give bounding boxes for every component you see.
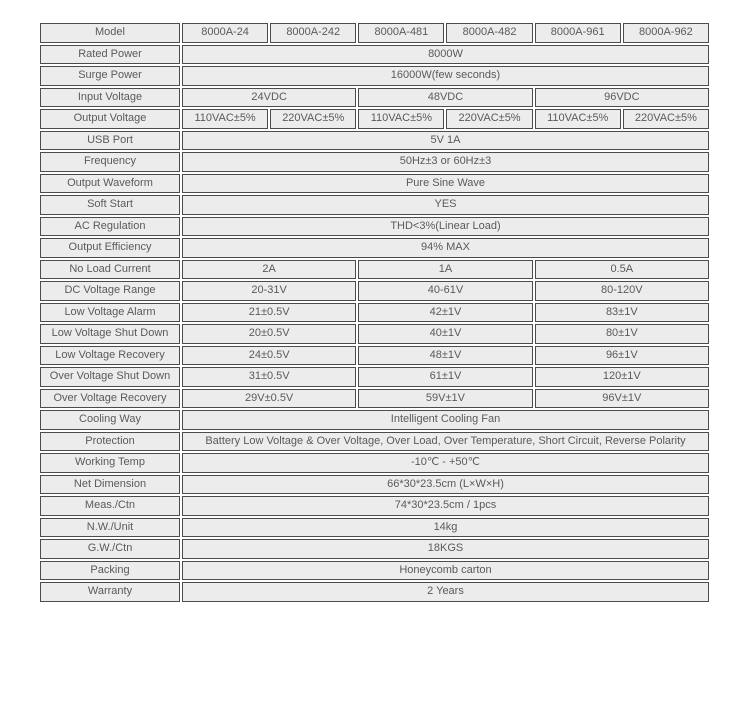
row-label-warranty: Warranty bbox=[40, 582, 180, 602]
value-cell-model-3: 8000A-482 bbox=[446, 23, 532, 43]
value-cell-dc-voltage-range-2: 80-120V bbox=[535, 281, 709, 301]
table-row-soft-start bbox=[40, 195, 709, 215]
table-row-model bbox=[40, 23, 709, 43]
value-cell-no-load-current-2: 0.5A bbox=[535, 260, 709, 280]
row-label-working-temp: Working Temp bbox=[40, 453, 180, 473]
spec-table bbox=[38, 21, 711, 604]
value-cell-output-voltage-2: 110VAC±5% bbox=[358, 109, 444, 129]
value-cell-output-waveform-0: Pure Sine Wave bbox=[182, 174, 709, 194]
value-cell-dc-voltage-range-1: 40-61V bbox=[358, 281, 532, 301]
value-cell-model-5: 8000A-962 bbox=[623, 23, 709, 43]
row-label-output-efficiency: Output Efficiency bbox=[40, 238, 180, 258]
value-cell-low-voltage-alarm-1: 42±1V bbox=[358, 303, 532, 323]
value-cell-model-0: 8000A-24 bbox=[182, 23, 268, 43]
row-label-soft-start: Soft Start bbox=[40, 195, 180, 215]
value-cell-low-voltage-shut-down-2: 80±1V bbox=[535, 324, 709, 344]
table-row-protection bbox=[40, 432, 709, 452]
value-cell-cooling-way-0: Intelligent Cooling Fan bbox=[182, 410, 709, 430]
value-cell-low-voltage-shut-down-1: 40±1V bbox=[358, 324, 532, 344]
row-label-n-w-unit: N.W./Unit bbox=[40, 518, 180, 538]
value-cell-over-voltage-shut-down-1: 61±1V bbox=[358, 367, 532, 387]
value-cell-no-load-current-1: 1A bbox=[358, 260, 532, 280]
value-cell-low-voltage-alarm-2: 83±1V bbox=[535, 303, 709, 323]
table-row-output-voltage bbox=[40, 109, 709, 129]
value-cell-low-voltage-recovery-0: 24±0.5V bbox=[182, 346, 356, 366]
value-cell-protection-0: Battery Low Voltage & Over Voltage, Over Load, Over Temperature, Short Circuit, Reverse Polarity bbox=[182, 432, 709, 452]
row-label-input-voltage: Input Voltage bbox=[40, 88, 180, 108]
row-label-dc-voltage-range: DC Voltage Range bbox=[40, 281, 180, 301]
value-cell-low-voltage-alarm-0: 21±0.5V bbox=[182, 303, 356, 323]
value-cell-soft-start-0: YES bbox=[182, 195, 709, 215]
value-cell-no-load-current-0: 2A bbox=[182, 260, 356, 280]
value-cell-frequency-0: 50Hz±3 or 60Hz±3 bbox=[182, 152, 709, 172]
value-cell-input-voltage-2: 96VDC bbox=[535, 88, 709, 108]
row-label-no-load-current: No Load Current bbox=[40, 260, 180, 280]
table-row-g-w-ctn bbox=[40, 539, 709, 559]
row-label-frequency: Frequency bbox=[40, 152, 180, 172]
value-cell-g-w-ctn-0: 18KGS bbox=[182, 539, 709, 559]
value-cell-low-voltage-shut-down-0: 20±0.5V bbox=[182, 324, 356, 344]
value-cell-low-voltage-recovery-2: 96±1V bbox=[535, 346, 709, 366]
table-row-over-voltage-shut-down bbox=[40, 367, 709, 387]
row-label-meas-ctn: Meas./Ctn bbox=[40, 496, 180, 516]
row-label-output-voltage: Output Voltage bbox=[40, 109, 180, 129]
row-label-low-voltage-alarm: Low Voltage Alarm bbox=[40, 303, 180, 323]
value-cell-rated-power-0: 8000W bbox=[182, 45, 709, 65]
table-row-input-voltage bbox=[40, 88, 709, 108]
value-cell-net-dimension-0: 66*30*23.5cm (L×W×H) bbox=[182, 475, 709, 495]
table-row-net-dimension bbox=[40, 475, 709, 495]
table-row-output-efficiency bbox=[40, 238, 709, 258]
table-row-no-load-current bbox=[40, 260, 709, 280]
row-label-output-waveform: Output Waveform bbox=[40, 174, 180, 194]
row-label-over-voltage-recovery: Over Voltage Recovery bbox=[40, 389, 180, 409]
table-row-ac-regulation bbox=[40, 217, 709, 237]
value-cell-over-voltage-shut-down-2: 120±1V bbox=[535, 367, 709, 387]
value-cell-output-efficiency-0: 94% MAX bbox=[182, 238, 709, 258]
row-label-rated-power: Rated Power bbox=[40, 45, 180, 65]
value-cell-output-voltage-5: 220VAC±5% bbox=[623, 109, 709, 129]
table-row-warranty bbox=[40, 582, 709, 602]
value-cell-input-voltage-0: 24VDC bbox=[182, 88, 356, 108]
table-row-surge-power bbox=[40, 66, 709, 86]
value-cell-model-4: 8000A-961 bbox=[535, 23, 621, 43]
value-cell-input-voltage-1: 48VDC bbox=[358, 88, 532, 108]
value-cell-usb-port-0: 5V 1A bbox=[182, 131, 709, 151]
value-cell-output-voltage-4: 110VAC±5% bbox=[535, 109, 621, 129]
value-cell-working-temp-0: -10℃ - +50℃ bbox=[182, 453, 709, 473]
value-cell-model-2: 8000A-481 bbox=[358, 23, 444, 43]
row-label-usb-port: USB Port bbox=[40, 131, 180, 151]
value-cell-over-voltage-recovery-1: 59V±1V bbox=[358, 389, 532, 409]
value-cell-meas-ctn-0: 74*30*23.5cm / 1pcs bbox=[182, 496, 709, 516]
spec-table-body bbox=[40, 23, 709, 602]
table-row-low-voltage-recovery bbox=[40, 346, 709, 366]
row-label-over-voltage-shut-down: Over Voltage Shut Down bbox=[40, 367, 180, 387]
table-row-low-voltage-shut-down bbox=[40, 324, 709, 344]
row-label-surge-power: Surge Power bbox=[40, 66, 180, 86]
table-row-low-voltage-alarm bbox=[40, 303, 709, 323]
value-cell-ac-regulation-0: THD<3%(Linear Load) bbox=[182, 217, 709, 237]
table-row-over-voltage-recovery bbox=[40, 389, 709, 409]
value-cell-packing-0: Honeycomb carton bbox=[182, 561, 709, 581]
value-cell-warranty-0: 2 Years bbox=[182, 582, 709, 602]
row-label-cooling-way: Cooling Way bbox=[40, 410, 180, 430]
table-row-working-temp bbox=[40, 453, 709, 473]
table-row-packing bbox=[40, 561, 709, 581]
value-cell-n-w-unit-0: 14kg bbox=[182, 518, 709, 538]
table-row-dc-voltage-range bbox=[40, 281, 709, 301]
value-cell-output-voltage-3: 220VAC±5% bbox=[446, 109, 532, 129]
value-cell-surge-power-0: 16000W(few seconds) bbox=[182, 66, 709, 86]
value-cell-over-voltage-shut-down-0: 31±0.5V bbox=[182, 367, 356, 387]
row-label-protection: Protection bbox=[40, 432, 180, 452]
row-label-packing: Packing bbox=[40, 561, 180, 581]
value-cell-model-1: 8000A-242 bbox=[270, 23, 356, 43]
row-label-ac-regulation: AC Regulation bbox=[40, 217, 180, 237]
row-label-low-voltage-shut-down: Low Voltage Shut Down bbox=[40, 324, 180, 344]
spec-table-container bbox=[38, 21, 711, 604]
table-row-meas-ctn bbox=[40, 496, 709, 516]
value-cell-low-voltage-recovery-1: 48±1V bbox=[358, 346, 532, 366]
value-cell-output-voltage-1: 220VAC±5% bbox=[270, 109, 356, 129]
row-label-low-voltage-recovery: Low Voltage Recovery bbox=[40, 346, 180, 366]
value-cell-output-voltage-0: 110VAC±5% bbox=[182, 109, 268, 129]
table-row-usb-port bbox=[40, 131, 709, 151]
row-label-net-dimension: Net Dimension bbox=[40, 475, 180, 495]
value-cell-over-voltage-recovery-0: 29V±0.5V bbox=[182, 389, 356, 409]
table-row-output-waveform bbox=[40, 174, 709, 194]
table-row-frequency bbox=[40, 152, 709, 172]
table-row-n-w-unit bbox=[40, 518, 709, 538]
table-row-rated-power bbox=[40, 45, 709, 65]
value-cell-over-voltage-recovery-2: 96V±1V bbox=[535, 389, 709, 409]
table-row-cooling-way bbox=[40, 410, 709, 430]
row-label-g-w-ctn: G.W./Ctn bbox=[40, 539, 180, 559]
value-cell-dc-voltage-range-0: 20-31V bbox=[182, 281, 356, 301]
row-label-model: Model bbox=[40, 23, 180, 43]
